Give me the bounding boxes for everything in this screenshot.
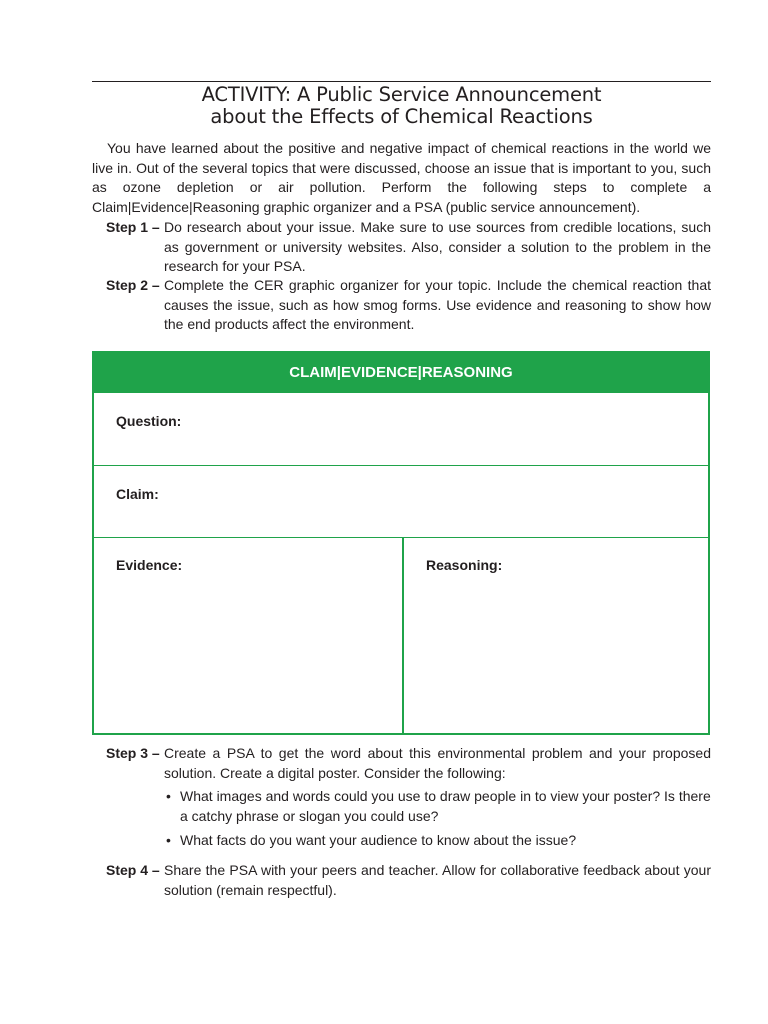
bullet-text: What facts do you want your audience to know about the issue?: [180, 832, 577, 849]
step-1-text: Do research about your issue. Make sure to use sources from credible locations, such as government or university websites. Also, consider a solution to the problem in the research for your PSA.: [164, 219, 711, 275]
step-4-text: Share the PSA with your peers and teacher. Allow for collaborative feedback about your solution (remain respectful).: [164, 862, 711, 898]
claim-label: Claim:: [116, 486, 159, 502]
top-rule: [92, 81, 711, 82]
evidence-cell[interactable]: [94, 538, 402, 733]
cer-header: CLAIM|EVIDENCE|REASONING: [94, 353, 708, 393]
step-2: [106, 276, 711, 335]
step-4-label: Step 4 –: [106, 862, 160, 878]
step-4: [106, 861, 711, 900]
title-line-1: ACTIVITY: A Public Service Announcement: [201, 83, 602, 106]
title-line-2: about the Effects of Chemical Reactions: [210, 105, 593, 128]
list-item: [166, 831, 711, 851]
question-label: Question:: [116, 413, 182, 429]
cer-divider: [402, 537, 404, 733]
step-3-bullets: [164, 787, 711, 851]
reasoning-label: Reasoning:: [426, 557, 503, 573]
step-2-label: Step 2 –: [106, 277, 160, 293]
page-title: [92, 84, 711, 128]
evidence-reasoning-row: [94, 537, 708, 733]
bullet-text: What images and words could you use to draw people in to view your poster? Is there a catchy phrase or slogan you could use?: [180, 788, 711, 824]
intro-paragraph: You have learned about the positive and negative impact of chemical reactions in the world we live in. Out of the several topics that were discussed, choose an issue that is important to you, such as ozone depletion or air pollution. Perform the following steps to complete a Claim|Evidence|Reasoning graphic organizer and a PSA (public service announcement).: [92, 140, 711, 215]
step-3: [106, 744, 711, 856]
evidence-label: Evidence:: [116, 557, 183, 573]
bullet-dot-icon: •: [166, 788, 171, 805]
step-1-label: Step 1 –: [106, 219, 160, 235]
step-1: [106, 218, 711, 277]
step-3-label: Step 3 –: [106, 745, 160, 761]
bullet-dot-icon: •: [166, 832, 171, 849]
step-2-text: Complete the CER graphic organizer for your topic. Include the chemical reaction that causes the issue, such as how smog forms. Use evidence and reasoning to show how the end products affect the environment.: [164, 277, 711, 333]
cer-graphic-organizer: [92, 351, 710, 735]
claim-cell[interactable]: [94, 465, 708, 538]
question-cell[interactable]: [94, 393, 708, 465]
list-item: [166, 787, 711, 826]
step-3-text: Create a PSA to get the word about this environmental problem and your proposed solution. Create a digital poster. Consider the following:: [164, 745, 711, 781]
reasoning-cell[interactable]: [404, 538, 708, 733]
